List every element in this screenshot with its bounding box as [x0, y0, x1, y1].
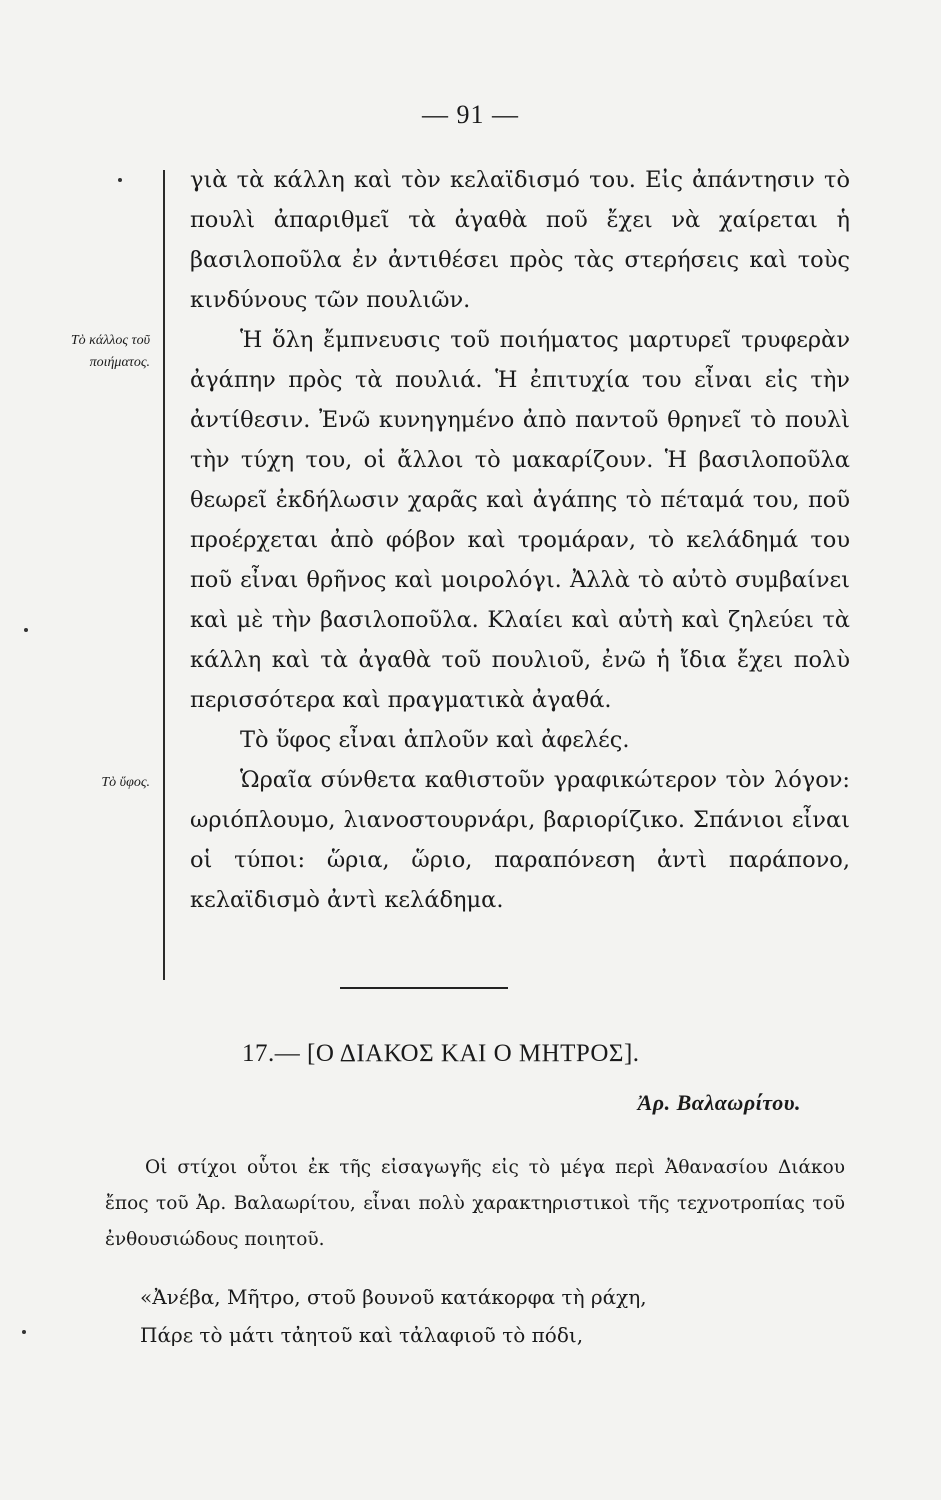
- print-speck: [118, 178, 122, 182]
- commentary-text: [190, 160, 850, 920]
- print-speck: [22, 1330, 26, 1334]
- print-speck: [24, 628, 28, 632]
- poem-line: «Ἀνέβα, Μῆτρο, στοῦ βουνοῦ κατάκορφα τὴ ράχη,: [140, 1285, 647, 1309]
- paragraph: Τὸ ὕφος εἶναι ἁπλοῦν καὶ ἀφελές.: [240, 727, 630, 753]
- section-separator: [340, 987, 508, 989]
- paragraph: Ὡραῖα σύνθετα καθιστοῦν γραφικώτερον τὸν λόγον: ωριόπλουμο, λιανοστουρνάρι, βαριορίζικο. Σπάνιοι εἶναι οἱ τύποι: ὥρια, ὥριο, παραπόνεση ἀντὶ παράπονο, κελαϊδισμὸ ἀντὶ κελάδημα.: [190, 767, 850, 913]
- section-heading: 17.— [Ο ΔΙΑΚΟΣ ΚΑΙ Ο ΜΗΤΡΟΣ].: [242, 1040, 640, 1067]
- margin-note-beauty: Τὸ κάλλος τοῦ ποιήματος.: [70, 333, 150, 370]
- paragraph: γιὰ τὰ κάλλη καὶ τὸν κελαϊδισμό του. Εἰς ἀπάντησιν τὸ πουλὶ ἀπαριθμεῖ τὰ ἀγαθὰ ποῦ ἔχει νὰ χαίρεται ἡ βασιλοποῦλα ἐν ἀντιθέσει πρὸς τὰς στερήσεις καὶ τοὺς κινδύνους τῶν πουλιῶν.: [190, 167, 850, 313]
- poem-line: Πάρε τὸ μάτι τἀητοῦ καὶ τἀλαφιοῦ τὸ πόδι,: [140, 1323, 584, 1347]
- author-attribution: Ἀρ. Βαλαωρίτου.: [637, 1090, 801, 1115]
- margin-note-style: Τὸ ὕφος.: [101, 775, 150, 790]
- paragraph: Ἡ ὅλη ἔμπνευσις τοῦ ποιήματος μαρτυρεῖ τρυφερὰν ἀγάπην πρὸς τὰ πουλιά. Ἡ ἐπιτυχία του εἶναι εἰς τὴν ἀντίθεσιν. Ἐνῶ κυνηγημένο ἀπὸ παντοῦ θρηνεῖ τὸ πουλὶ τὴν τύχη του, οἱ ἄλλοι τὸ μακαρίζουν. Ἡ βασιλοποῦλα θεωρεῖ ἐκδήλωσιν χαρᾶς καὶ ἀγάπης τὸ πέταμά του, ποῦ προέρχεται ἀπὸ φόβον καὶ τρομάραν, τὸ κελάδημά του ποῦ εἶναι θρῆνος καὶ μοιρολόγι. Ἀλλὰ τὸ αὐτὸ συμβαίνει καὶ μὲ τὴν βασιλοποῦλα. Κλαίει καὶ αὐτὴ καὶ ζηλεύει τὰ κάλλη καὶ τὰ ἀγαθὰ τοῦ πουλιοῦ, ἐνῶ ἡ ἴδια ἔχει πολὺ περισσότερα καὶ πραγματικὰ ἀγαθά.: [190, 327, 850, 713]
- margin-divider: [163, 170, 165, 980]
- poem-excerpt: [140, 1278, 647, 1354]
- section-intro: Οἱ στίχοι οὗτοι ἐκ τῆς εἰσαγωγῆς εἰς τὸ μέγα περὶ Ἀθανασίου Διάκου ἔπος τοῦ Ἀρ. Βαλαωρίτου, εἶναι πολὺ χαρακτηριστικοὶ τῆς τεχνοτροπίας τοῦ ἐνθουσιώδους ποιητοῦ.: [105, 1157, 845, 1250]
- page-number: — 91 —: [422, 100, 519, 129]
